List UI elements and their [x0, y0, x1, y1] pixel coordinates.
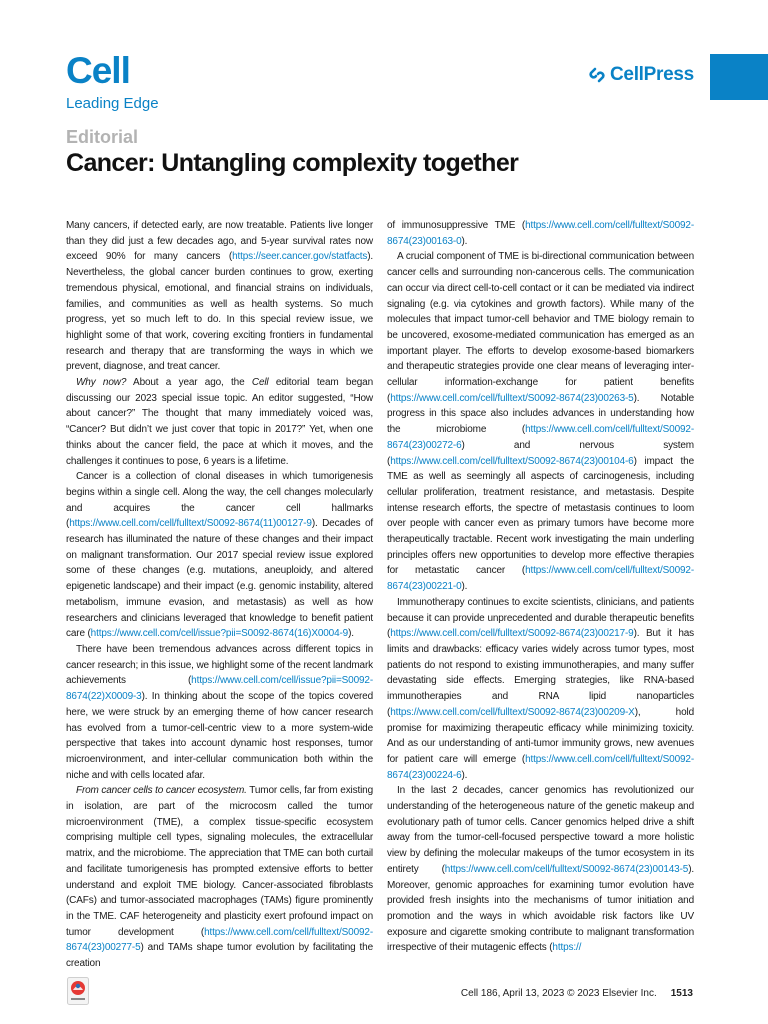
link[interactable]: https://www.cell.com/cell/fulltext/S0092-8674(23)00224-6 — [387, 753, 694, 781]
crossmark-icon — [67, 977, 89, 1005]
paragraph: There have been tremendous advances across different topics in cancer research; in this issue, we highlight some of the recent landmark achievements (https://www.cell.com/cell/issue?pii=S0092-8674(22)X0009-3). In thinking about the scope of the topics covered here, we were struck by an emerging theme of how cancer research has evolved from a tumor-cell-centric view to a more system-wide perspective that takes into account dynamic host responses, tumor microenvironment, and inter-cellular communication both within the niche and with cells located afar. — [66, 643, 373, 781]
page-number: 1513 — [670, 988, 693, 999]
article-title: Cancer: Untangling complexity together — [66, 149, 519, 177]
link[interactable]: https://www.cell.com/cell/fulltext/S0092-8674(23)00143-5 — [444, 863, 689, 875]
paragraph: Many cancers, if detected early, are now treatable. Patients live longer than they did just a few decades ago, and 5-year survival rates now exceed 90% for many cancers (https://seer.cancer.gov/statfacts). Nevertheless, the global cancer burden continues to grow, exerting tremendous physical, emotional, and financial strains on individuals, families, and communities as well as health systems. So much progress, yet so much left to do. In this special review issue, we highlight some of that work, covering exciting frontiers in fundamental research and therapy that are transforming the ways in which we prevent, diagnose, and treat cancer. — [66, 220, 373, 373]
link[interactable]: https://www.cell.com/cell/fulltext/S0092-8674(11)00127-9 — [69, 518, 312, 530]
journal-name: Cell — [66, 50, 130, 91]
link[interactable]: https://www.cell.com/cell/issue?pii=S0092-8674(22)X0009-3 — [66, 675, 373, 703]
paragraph: In the last 2 decades, cancer genomics has revolutionized our understanding of the heterogeneous nature of the genetic makeup and evolutionary path of tumor cells. Cancer genomics helped drive a shift away from the tumor-cell-focused perspective toward a more holistic view by defining the molecular makeups of the tumor ecosystem in its entirety (https://www.cell.com/cell/fulltext/S0092-8674(23)00143-5). Moreover, genomic approaches for examining tumor evolution have provided fresh insights into the mechanisms of tumor initiation and promotion and the ways in which avoidable risk factors like UV exposure and cigarette smoking contribute to malignant transformation irrespective of their mutagenic effects (https:// — [387, 785, 694, 954]
link[interactable]: https://www.cell.com/cell/fulltext/S0092-8674(23)00221-0 — [387, 565, 694, 593]
paragraph: Immunotherapy continues to excite scientists, clinicians, and patients because it can provide unprecedented and durable therapeutic benefits (https://www.cell.com/cell/fulltext/S0092-8674(23)00217-9). But it has limits and drawbacks: efficacy varies widely across tumor types, most patients do not respond to existing immunotherapies, and many suffer devastating side effects. Emerging strategies, like RNA-based immunotherapies and RNA lipid nanoparticles (https://www.cell.com/cell/fulltext/S0092-8674(23)00209-X), hold promise for maximizing therapeutic efficacy while minimizing toxicity. And as our understanding of anti-tumor immunity grows, new avenues for patient care will emerge (https://www.cell.com/cell/fulltext/S0092-8674(23)00224-6). — [387, 596, 694, 781]
accent-tab — [710, 54, 768, 100]
publisher-name: CellPress — [610, 64, 694, 85]
article-type: Editorial — [66, 127, 139, 147]
link[interactable]: https://www.cell.com/cell/fulltext/S0092-8674(23)00163-0 — [387, 220, 694, 247]
link[interactable]: https://www.cell.com/cell/fulltext/S0092-8674(23)00272-6 — [387, 424, 694, 451]
page-footer — [461, 988, 693, 999]
link[interactable]: https://seer.cancer.gov/statfacts — [232, 251, 368, 263]
paragraph: Cancer is a collection of clonal diseases in which tumorigenesis begins within a single cell. Along the way, the cell changes molecularly and acquires the cancer cell hallmarks (https://www.cell.com/cell/fulltext/S0092-8674(11)00127-9). Decades of research has illuminated the nature of these changes and their impact on malignant transformation. Our 2017 special review issue explored some of these changes (e.g. mutations, aneuploidy, and altered epigenetic landscape) and their impact (e.g. genomic instability, altered metabolism, immune evasion, and metastasis) as well as how researchers and clinicians leveraged that knowledge to benefit patient care (https://www.cell.com/cell/issue?pii=S0092-8674(16)X0004-9). — [66, 471, 373, 640]
paragraph: Why now? About a year ago, the Cell editorial team began discussing our 2023 special issue topic. An editor suggested, “How about cancer?” The thought that many immediately voiced was, “Cancer? But didn’t we just cover that topic in 2017?” Yet, when one thinks about the cancer field, the pace at which it moves, and the challenges it continues to pose, 6 years is a lifetime. — [66, 377, 373, 467]
link[interactable]: https://www.cell.com/cell/fulltext/S0092-8674(23)00277-5 — [66, 926, 373, 954]
link[interactable]: https://www.cell.com/cell/issue?pii=S0092-8674(16)X0004-9 — [90, 628, 349, 640]
paragraph: A crucial component of TME is bi-directional communication between cancer cells and surrounding non-cancerous cells. The communication can occur via direct cell-to-cell contact or it can be mediated via indirect signaling (e.g. via cytokines and growth factors). While many of the molecules that impact tumor-cell behavior and TME biology remain to be uncovered, exosome-mediated communication has emerged as an important player. The efforts to develop exosome-based biomarkers and therapeutic strategies provide one clear means of leveraging inter-cellular information-exchange for patient benefits (https://www.cell.com/cell/fulltext/S0092-8674(23)00263-5). Notable progress in this space also includes advances in understanding how the microbiome (https://www.cell.com/cell/fulltext/S0092-8674(23)00272-6) and nervous system (https://www.cell.com/cell/fulltext/S0092-8674(23)00104-6) impact the TME as well as seemingly all aspects of carcinogenesis, including cellular proliferation, treatment resistance, and metastasis. Despite intense research efforts, the spectre of metastasis continues to loom over people with cancer even as primary tumors have become more therapeutically tractable. Recent work investigating the main underling principles offers new opportunities to develop more effective therapies for metastatic cancer (https://www.cell.com/cell/fulltext/S0092-8674(23)00221-0). — [387, 251, 694, 593]
link[interactable]: https://www.cell.com/cell/fulltext/S0092-8674(23)00209-X — [390, 706, 635, 718]
crossmark-button[interactable] — [67, 977, 89, 1005]
body-column-right — [387, 218, 694, 956]
section-label: Leading Edge — [66, 95, 159, 112]
link[interactable]: https://www.cell.com/cell/fulltext/S0092-8674(23)00217-9 — [390, 628, 634, 640]
publisher-logo[interactable] — [587, 64, 694, 86]
citation: Cell 186, April 13, 2023 © 2023 Elsevier Inc. — [460, 988, 657, 999]
link[interactable]: https://www.cell.com/cell/fulltext/S0092-8674(23)00263-5 — [390, 392, 634, 404]
paragraph: From cancer cells to cancer ecosystem. Tumor cells, far from existing in isolation, are part of the microcosm called the tumor microenvironment (TME), a complex tissue-specific ecosystem comprising multiple cell types, signaling molecules, the extracellular matrix, and the microbiome. The appreciation that TME can both curtail and facilitate tumorigenesis has prompted extensive efforts to better understand and exploit TME biology. Cancer-associated fibroblasts (CAFs) and tumor-associated macrophages (TAMs) figure prominently in the TME. CAF heterogeneity and plasticity exert profound impact on tumor development (https://www.cell.com/cell/fulltext/S0092-8674(23)00277-5) and TAMs shape tumor evolution by facilitating the creation — [66, 785, 373, 970]
body-column-left — [66, 218, 373, 972]
paragraph: of immunosuppressive TME (https://www.cell.com/cell/fulltext/S0092-8674(23)00163-0). — [387, 220, 694, 247]
link[interactable]: https://www.cell.com/cell/fulltext/S0092-8674(23)00104-6 — [390, 455, 634, 467]
cellpress-logo-icon — [587, 65, 607, 85]
link[interactable]: https:// — [552, 942, 582, 954]
